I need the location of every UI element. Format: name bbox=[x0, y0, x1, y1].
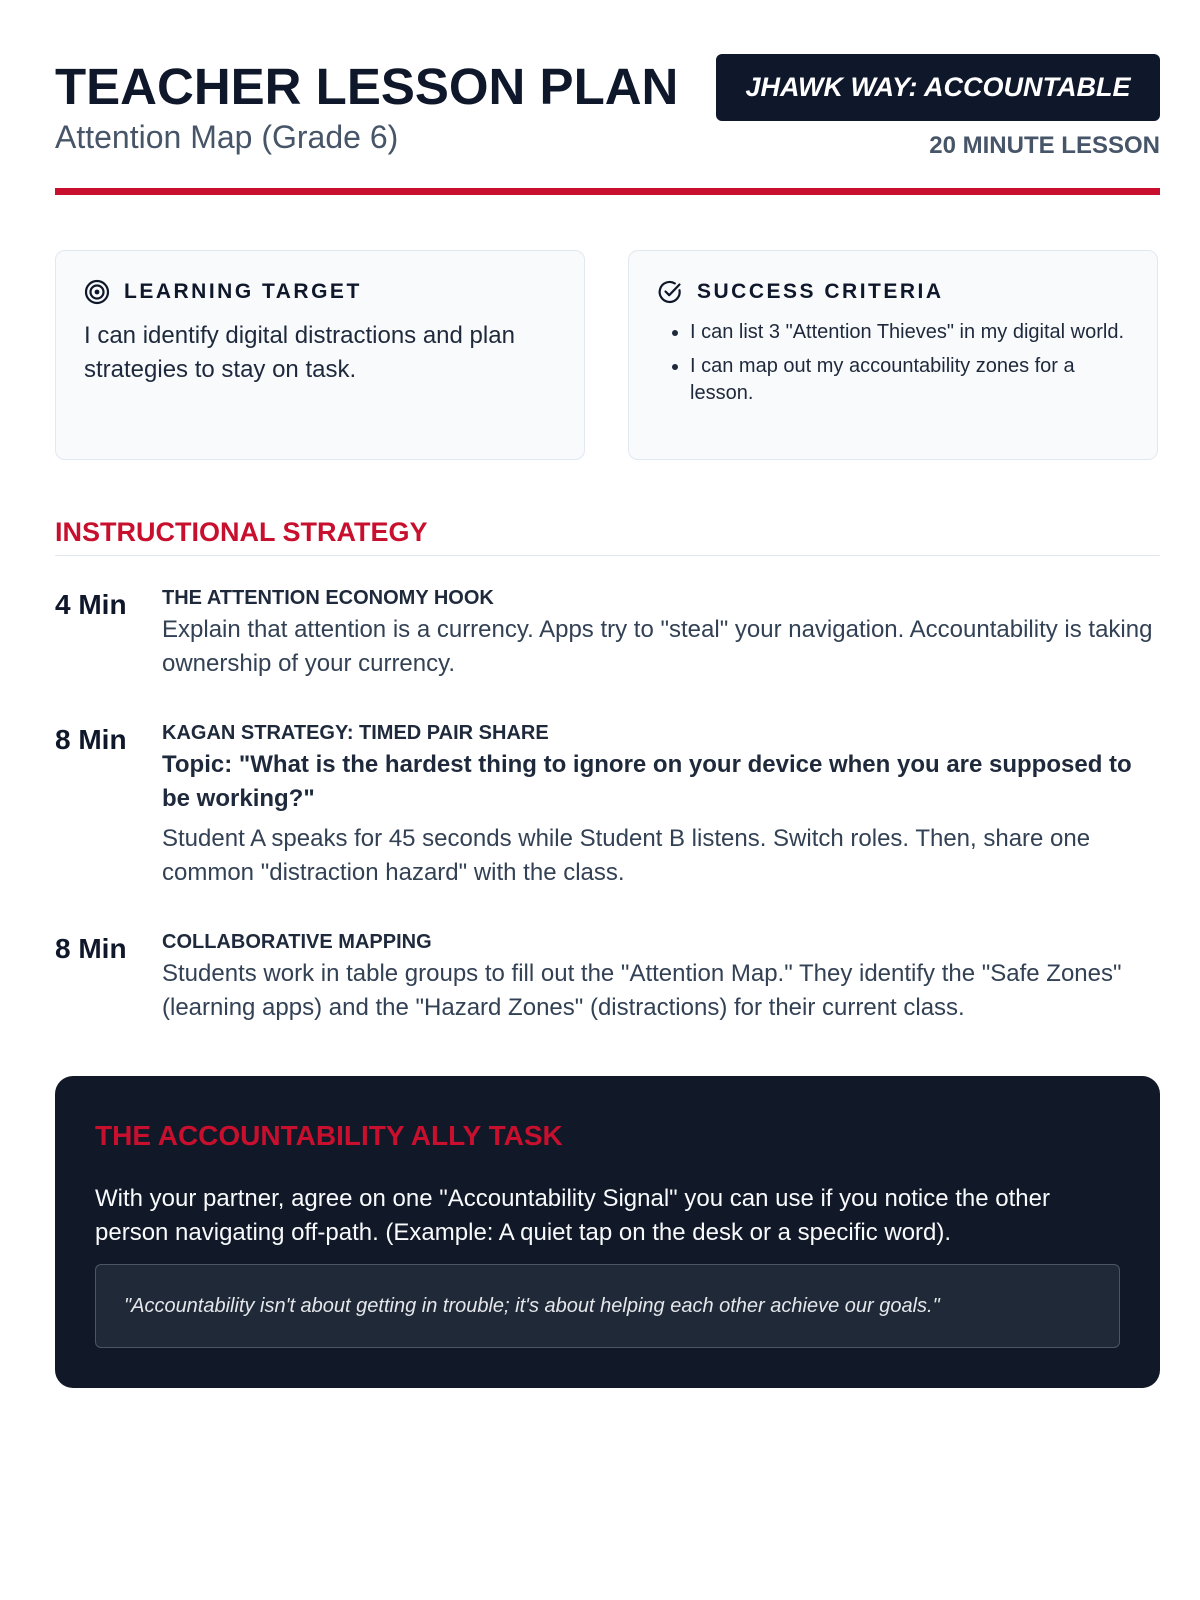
success-criteria-list bbox=[657, 319, 1129, 407]
step-text: Student A speaks for 45 seconds while Student B listens. Switch roles. Then, share one common "distraction hazard" with the class. bbox=[162, 825, 1091, 886]
step-time: 4 Min bbox=[55, 589, 127, 620]
check-circle-icon bbox=[657, 279, 683, 305]
header-divider bbox=[55, 188, 1160, 195]
learning-target-title: LEARNING TARGET bbox=[124, 280, 362, 303]
step-body bbox=[162, 929, 1162, 1025]
success-criteria-header bbox=[657, 277, 1129, 307]
lesson-duration: 20 MINUTE LESSON bbox=[929, 132, 1160, 159]
success-criteria-card bbox=[628, 250, 1158, 460]
step-time: 8 Min bbox=[55, 933, 127, 964]
accountability-ally-panel bbox=[55, 1076, 1160, 1388]
target-icon bbox=[84, 279, 110, 305]
step-heading: COLLABORATIVE MAPPING bbox=[162, 931, 432, 953]
success-criteria-title: SUCCESS CRITERIA bbox=[697, 280, 944, 303]
step-text: Students work in table groups to fill out the "Attention Map." They identify the "Safe Zones" (learning apps) and the "Hazard Zones" (distractions) for their current class. bbox=[162, 960, 1122, 1021]
jhawk-way-badge: JHAWK WAY: ACCOUNTABLE bbox=[716, 54, 1160, 121]
step-body bbox=[162, 720, 1162, 890]
list-item: • I can list 3 "Attention Thieves" in my digital world. bbox=[690, 319, 1129, 346]
learning-target-header bbox=[84, 277, 556, 307]
quote-text: "Accountability isn't about getting in trouble; it's about helping each other achieve our goals." bbox=[124, 1294, 940, 1317]
page-subtitle: Attention Map (Grade 6) bbox=[55, 119, 399, 155]
step-heading: KAGAN STRATEGY: TIMED PAIR SHARE bbox=[162, 722, 549, 744]
header bbox=[55, 52, 1160, 195]
learning-target-text: I can identify digital distractions and plan strategies to stay on task. bbox=[84, 322, 515, 383]
step-topic: Topic: "What is the hardest thing to ignore on your device when you are supposed to be working?" bbox=[162, 751, 1132, 812]
section-divider bbox=[55, 555, 1160, 556]
step-text: Explain that attention is a currency. Apps try to "steal" your navigation. Accountability is taking ownership of your currency. bbox=[162, 616, 1153, 677]
page-title: TEACHER LESSON PLAN bbox=[55, 58, 679, 115]
learning-target-card bbox=[55, 250, 585, 460]
step-time: 8 Min bbox=[55, 724, 127, 755]
step-heading: THE ATTENTION ECONOMY HOOK bbox=[162, 587, 494, 609]
ally-task-title: THE ACCOUNTABILITY ALLY TASK bbox=[95, 1120, 563, 1151]
list-item: • I can map out my accountability zones for a lesson. bbox=[690, 353, 1129, 407]
step-body bbox=[162, 585, 1162, 681]
instructional-strategy-title: INSTRUCTIONAL STRATEGY bbox=[55, 517, 428, 547]
ally-task-text: With your partner, agree on one "Accountability Signal" you can use if you notice the other person navigating off-path. (Example: A quiet tap on the desk or a specific word). bbox=[95, 1185, 1050, 1246]
quote-box bbox=[95, 1264, 1120, 1348]
